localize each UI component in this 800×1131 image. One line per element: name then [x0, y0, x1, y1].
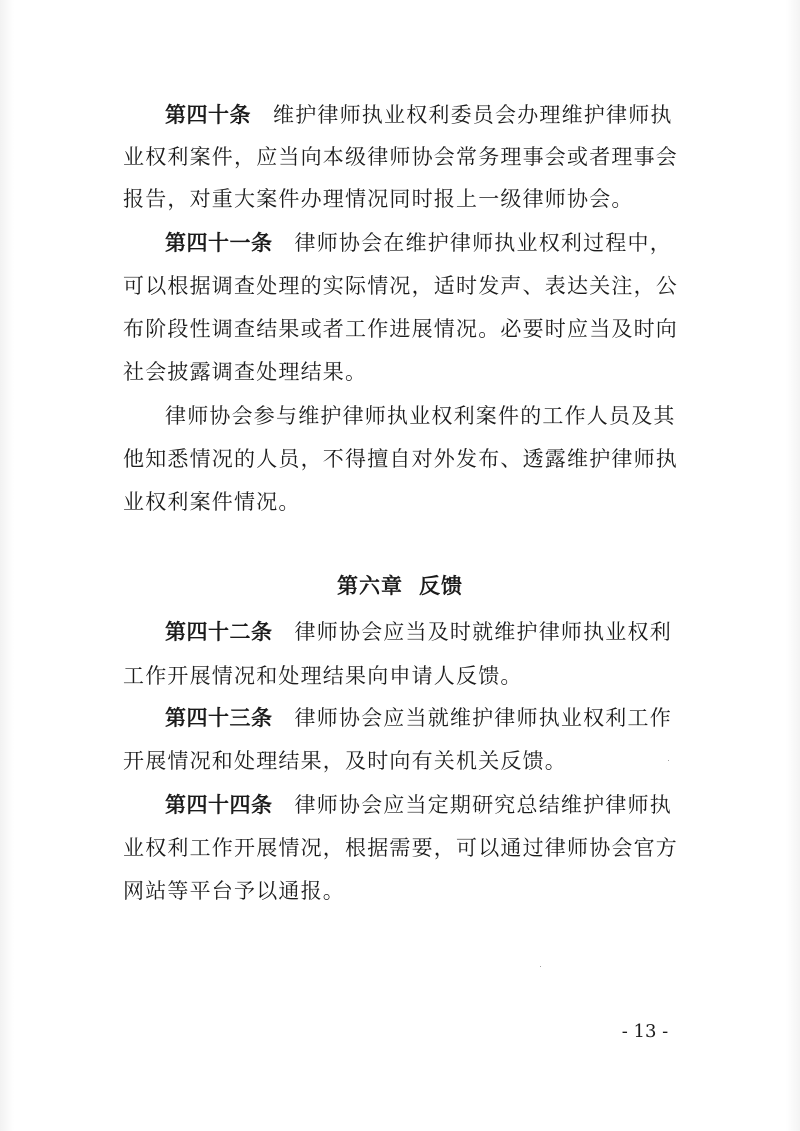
- article-44-line-3: 网站等平台予以通报。: [123, 879, 345, 903]
- article-40-line-3: 报告，对重大案件办理情况同时报上一级律师协会。: [123, 187, 634, 211]
- article-41-line-2: 可以根据调查处理的实际情况，适时发声、表达关注，公: [123, 274, 678, 298]
- paragraph-41b-line-1: 律师协会参与维护律师执业权利案件的工作人员及其: [165, 404, 676, 428]
- chapter-heading: [0, 572, 800, 600]
- article-41-line-4: 社会披露调查处理结果。: [123, 360, 368, 384]
- article-41-label: 第四十一条: [165, 231, 273, 255]
- paragraph-41b-line-2: 他知悉情况的人员，不得擅自对外发布、透露维护律师执: [123, 447, 678, 471]
- scan-speck: [668, 760, 669, 761]
- article-42-text-1: 律师协会应当及时就维护律师执业权利: [294, 620, 672, 644]
- article-43-line-2: 开展情况和处理结果，及时向有关机关反馈。: [123, 749, 567, 773]
- article-40-text-1: 维护律师执业权利委员会办理维护律师执: [273, 103, 673, 127]
- article-41-line-1: [165, 229, 705, 257]
- article-41-text-1: 律师协会在维护律师执业权利过程中，: [294, 231, 672, 255]
- scan-speck: [540, 966, 541, 967]
- article-43-text-1: 律师协会应当就维护律师执业权利工作: [294, 706, 672, 730]
- article-41-line-3: 布阶段性调查结果或者工作进展情况。必要时应当及时向: [123, 317, 678, 341]
- article-43-label: 第四十三条: [165, 706, 273, 730]
- page-number: - 13 -: [621, 1021, 669, 1042]
- chapter-number: 第六章: [337, 574, 403, 598]
- article-42-line-2: 工作开展情况和处理结果向申请人反馈。: [123, 664, 523, 688]
- article-44-label: 第四十四条: [165, 793, 273, 817]
- article-44-line-1: [165, 791, 705, 819]
- chapter-title: 反馈: [419, 574, 463, 598]
- paragraph-41b-line-3: 业权利案件情况。: [123, 490, 301, 514]
- article-44-text-1: 律师协会应当定期研究总结维护律师执: [294, 793, 672, 817]
- article-40-line-2: 业权利案件，应当向本级律师协会常务理事会或者理事会: [123, 145, 678, 169]
- article-43-line-1: [165, 704, 705, 732]
- article-44-line-2: 业权利工作开展情况，根据需要，可以通过律师协会官方: [123, 836, 678, 860]
- article-42-label: 第四十二条: [165, 620, 273, 644]
- article-40-label: 第四十条: [165, 103, 251, 127]
- article-42-line-1: [165, 618, 705, 646]
- article-40-line-1: [165, 101, 705, 129]
